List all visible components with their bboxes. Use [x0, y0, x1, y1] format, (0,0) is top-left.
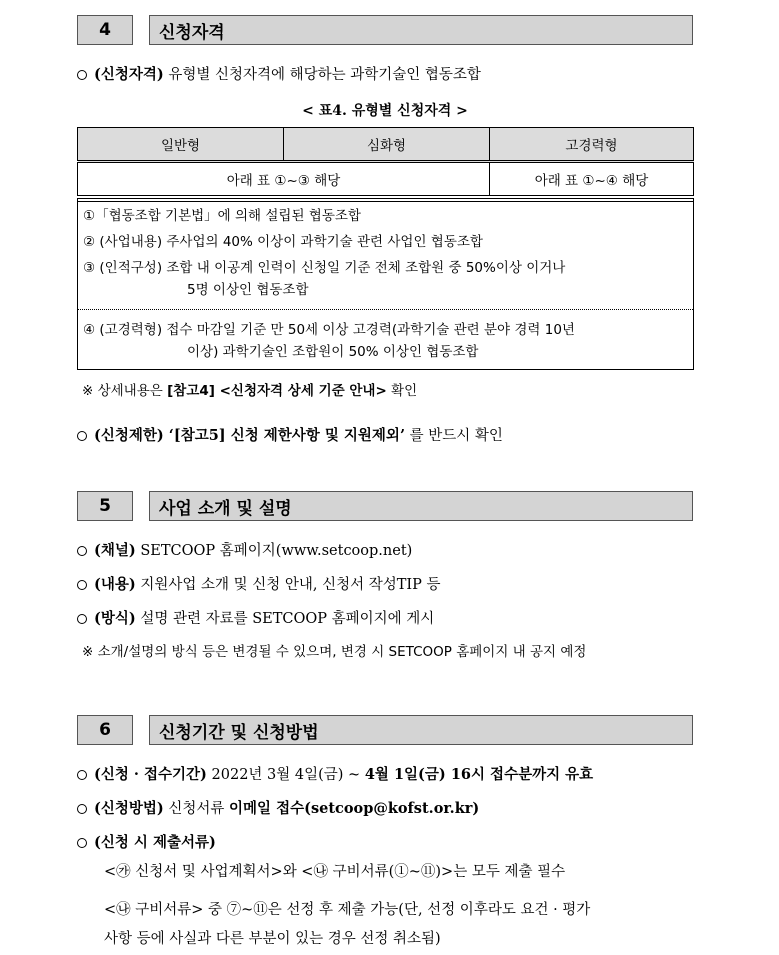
eligibility-label: (신청자격) [94, 66, 164, 83]
docs-line-3: 사항 등에 사실과 다른 부분이 있는 경우 선정 취소됨) [104, 931, 441, 947]
detail-item-4-cont: 이상) 과학기술인 조합원이 50% 이상인 협동조합 [187, 344, 479, 360]
sec5-item-method [77, 609, 434, 629]
section-5-title: 사업 소개 및 설명 [149, 491, 693, 521]
header-general: 일반형 [78, 128, 284, 162]
restriction-suffix: 를 반드시 확인 [405, 428, 503, 444]
bullet-circle-icon [77, 770, 87, 780]
period-text: 2022년 3월 4일(금) ~ [206, 767, 365, 783]
sec5-item-content [77, 575, 441, 595]
submission-email: 이메일 접수(setcoop@kofst.or.kr) [229, 800, 480, 817]
docs-line [77, 833, 216, 853]
content-label: (내용) [94, 576, 136, 593]
header-advanced: 심화형 [284, 128, 490, 162]
bullet-circle-icon [77, 804, 87, 814]
method-label: (방식) [94, 610, 136, 627]
bullet-circle-icon [77, 838, 87, 848]
sec5-note: ※ 소개/설명의 방식 등은 변경될 수 있으며, 변경 시 SETCOOP 홈페이지 내 공지 예정 [82, 644, 587, 660]
sec5-item-channel [77, 541, 412, 561]
submission-method-label: (신청방법) [94, 800, 164, 817]
restriction-bold: ‘[참고5] 신청 제한사항 및 지원제외’ [163, 427, 405, 444]
table-row [78, 162, 694, 196]
section-4-number: 4 [77, 15, 133, 45]
restriction-label: (신청제한) [94, 427, 164, 444]
detail-item-4: ④ (고경력형) 접수 마감일 기준 만 50세 이상 고경력(과학기술 관련 분야 경력 10년 [83, 322, 575, 338]
bullet-circle-icon [77, 431, 87, 441]
period-label: (신청 · 접수기간) [94, 766, 207, 783]
docs-line-2: <㉯ 구비서류> 중 ⑦~⑪은 선정 후 제출 가능(단, 선정 이후라도 요건 · 평가 [104, 902, 591, 918]
table-caption: < 표4. 유형별 신청자격 > [302, 103, 468, 119]
docs-label: (신청 시 제출서류) [94, 834, 216, 851]
detail-item-3: ③ (인적구성) 조합 내 이공계 인력이 신청일 기준 전체 조합원 중 50%이상 이거나 [83, 260, 566, 276]
restriction-line [77, 426, 503, 446]
bullet-circle-icon [77, 580, 87, 590]
note-bold: [참고4] <신청자격 상세 기준 안내> [167, 383, 387, 399]
channel-text: SETCOOP 홈페이지(www.setcoop.net) [135, 543, 413, 559]
bullet-circle-icon [77, 70, 87, 80]
period-bold: 4월 1일(금) 16시 접수분까지 유효 [364, 766, 594, 783]
table-header-row [78, 128, 694, 162]
eligibility-line [77, 65, 481, 85]
content-text: 지원사업 소개 및 신청 안내, 신청서 작성TIP 등 [135, 577, 441, 593]
channel-label: (채널) [94, 542, 136, 559]
eligibility-table [77, 127, 694, 196]
dotted-divider [78, 309, 693, 310]
detail-item-2: ② (사업내용) 주사업의 40% 이상이 과학기술 관련 사업인 협동조합 [83, 234, 483, 250]
section-6-number: 6 [77, 715, 133, 745]
submission-method-text: 신청서류 [163, 801, 229, 817]
note-suffix: 확인 [386, 383, 418, 399]
section-4-title: 신청자격 [149, 15, 693, 45]
detail-item-1: ①「협동조합 기본법」에 의해 설립된 협동조합 [83, 208, 361, 224]
cell-senior: 아래 표 ①~④ 해당 [490, 162, 694, 196]
eligibility-text: 유형별 신청자격에 해당하는 과학기술인 협동조합 [163, 67, 481, 83]
header-senior: 고경력형 [490, 128, 694, 162]
bullet-circle-icon [77, 614, 87, 624]
detail-box [77, 198, 694, 370]
section-5-number: 5 [77, 491, 133, 521]
note-prefix: ※ 상세내용은 [82, 383, 168, 399]
detail-item-3-cont: 5명 이상인 협동조합 [187, 282, 309, 298]
bullet-circle-icon [77, 546, 87, 556]
method-text: 설명 관련 자료를 SETCOOP 홈페이지에 게시 [135, 611, 435, 627]
section-6-title: 신청기간 및 신청방법 [149, 715, 693, 745]
detail-note [82, 381, 417, 401]
cell-general-advanced: 아래 표 ①~③ 해당 [78, 162, 490, 196]
period-line [77, 765, 593, 785]
docs-line-1: <㉮ 신청서 및 사업계획서>와 <㉯ 구비서류(①~⑪)>는 모두 제출 필수 [104, 864, 566, 880]
detail-inner-rule [78, 201, 693, 202]
submission-method-line [77, 799, 479, 819]
